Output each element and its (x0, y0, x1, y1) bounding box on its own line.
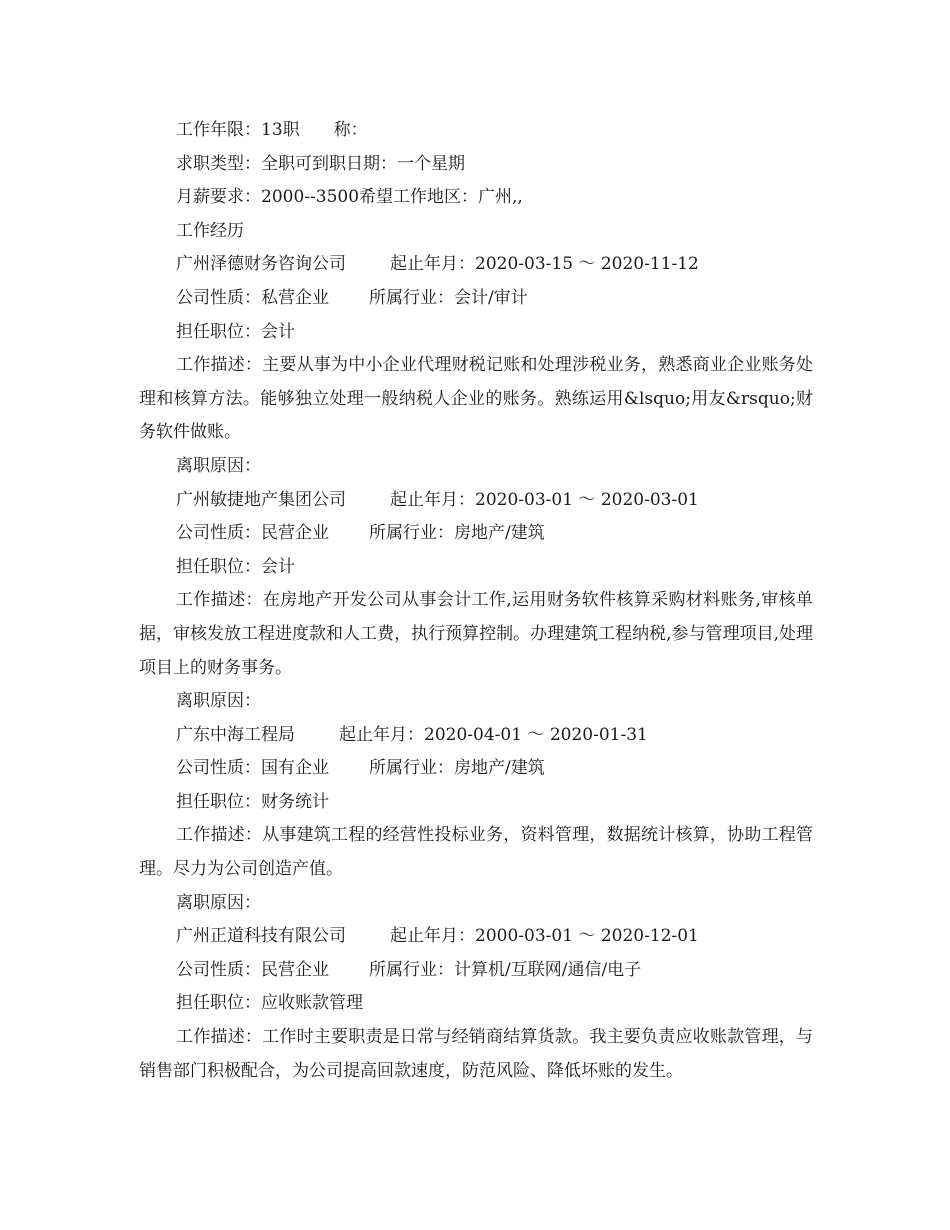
job-desc-label: 工作描述： (176, 590, 263, 611)
start-label: 可到职日期： (295, 153, 397, 174)
job-period-label: 起止年月： (390, 254, 475, 275)
job-nature-row (139, 282, 813, 316)
salary-label: 月薪要求： (176, 187, 261, 208)
job-period-label: 起止年月： (390, 926, 475, 947)
job-nature: 民营企业 (261, 523, 329, 544)
job-position: 会计 (261, 321, 295, 342)
job-industry-label: 所属行业： (369, 758, 454, 779)
job-description (139, 1021, 813, 1088)
summary-years-title-row (139, 114, 813, 148)
job-position-row (139, 316, 813, 350)
job-desc-label: 工作描述： (176, 825, 263, 846)
job-position-label: 担任职位： (176, 556, 261, 577)
job-position: 会计 (261, 556, 295, 577)
job-industry-label: 所属行业： (369, 523, 454, 544)
job-industry-label: 所属行业： (369, 959, 454, 980)
job-desc-text: 工作时主要职责是日常与经销商结算货款。我主要负责应收账款管理，与销售部门积极配合，为公司提高回款速度，防范风险、降低坏账的发生。 (139, 1027, 814, 1081)
job-description (139, 349, 813, 450)
job-desc-text: 在房地产开发公司从事会计工作,运用财务软件核算采购材料账务,审核单据，审核发放工程进度款和人工费，执行预算控制。办理建筑工程纳税,参与管理项目,处理项目上的财务事务。 (139, 590, 813, 678)
job-period-label: 起止年月： (390, 489, 475, 510)
job-nature-row (139, 954, 813, 988)
summary-salary-area-row (139, 181, 813, 215)
job-nature-row (139, 752, 813, 786)
job-company-row (139, 719, 813, 753)
years-value: 13 (261, 120, 283, 140)
job-period: 2020-04-01 ～ 2020-01-31 (424, 724, 648, 745)
job-desc-text: 主要从事为中小企业代理财税记账和处理涉税业务，熟悉商业企业账务处理和核算方法。能够独立处理一般纳税人企业的账务。熟练运用&lsquo;用友&rsquo;财务软件做账。 (139, 355, 814, 443)
job-industry: 房地产/建筑 (454, 523, 545, 544)
section-title: 工作经历 (176, 220, 244, 241)
job-company: 广州泽德财务咨询公司 (176, 254, 346, 275)
start-value: 一个星期 (397, 153, 465, 174)
job-nature-label: 公司性质： (176, 287, 261, 308)
job-position-row (139, 551, 813, 585)
job-industry: 房地产/建筑 (454, 758, 545, 779)
job-reason-row (139, 450, 813, 484)
job-nature-label: 公司性质： (176, 523, 261, 544)
job-period: 2020-03-01 ～ 2020-03-01 (475, 489, 699, 510)
job-company-row (139, 920, 813, 954)
job-period: 2000-03-01 ～ 2020-12-01 (475, 926, 699, 947)
job-description (139, 819, 813, 886)
area-label: 希望工作地区： (359, 187, 479, 208)
job-position-label: 担任职位： (176, 993, 261, 1014)
job-reason-label: 离职原因： (176, 892, 261, 913)
title-label: 职 称： (282, 120, 368, 140)
job-period-label: 起止年月： (339, 724, 424, 745)
job-company: 广州敏捷地产集团公司 (176, 489, 346, 510)
job-company-row (139, 248, 813, 282)
job-nature: 民营企业 (261, 959, 329, 980)
job-position-row (139, 987, 813, 1021)
job-desc-label: 工作描述： (176, 355, 263, 376)
job-reason-row (139, 685, 813, 719)
area-value: 广州,, (478, 187, 523, 208)
job-company: 广州正道科技有限公司 (176, 926, 346, 947)
job-reason-label: 离职原因： (176, 691, 261, 712)
job-description (139, 584, 813, 685)
resume-content (139, 114, 813, 1088)
job-industry: 会计/审计 (454, 287, 528, 308)
job-industry: 计算机/互联网/通信/电子 (454, 959, 642, 980)
summary-type-start-row (139, 148, 813, 182)
job-nature-row (139, 517, 813, 551)
job-nature-label: 公司性质： (176, 959, 261, 980)
job-industry-label: 所属行业： (369, 287, 454, 308)
type-value: 全职 (261, 153, 295, 174)
salary-value: 2000--3500 (261, 187, 360, 208)
job-reason-row (139, 887, 813, 921)
job-nature: 国有企业 (261, 758, 329, 779)
job-position-label: 担任职位： (176, 321, 261, 342)
type-label: 求职类型： (176, 153, 261, 174)
years-label: 工作年限： (176, 120, 261, 140)
job-position: 应收账款管理 (261, 993, 363, 1014)
job-nature: 私营企业 (261, 287, 329, 308)
job-position-label: 担任职位： (176, 791, 261, 812)
job-period: 2020-03-15 ～ 2020-11-12 (475, 254, 699, 275)
job-nature-label: 公司性质： (176, 758, 261, 779)
job-reason-label: 离职原因： (176, 455, 261, 476)
job-desc-text: 从事建筑工程的经营性投标业务，资料管理，数据统计核算，协助工程管理。尽力为公司创造产值。 (139, 825, 814, 880)
job-position-row (139, 786, 813, 820)
job-company-row (139, 484, 813, 518)
job-position: 财务统计 (261, 791, 329, 812)
job-desc-label: 工作描述： (176, 1027, 263, 1048)
job-company: 广东中海工程局 (176, 724, 295, 745)
